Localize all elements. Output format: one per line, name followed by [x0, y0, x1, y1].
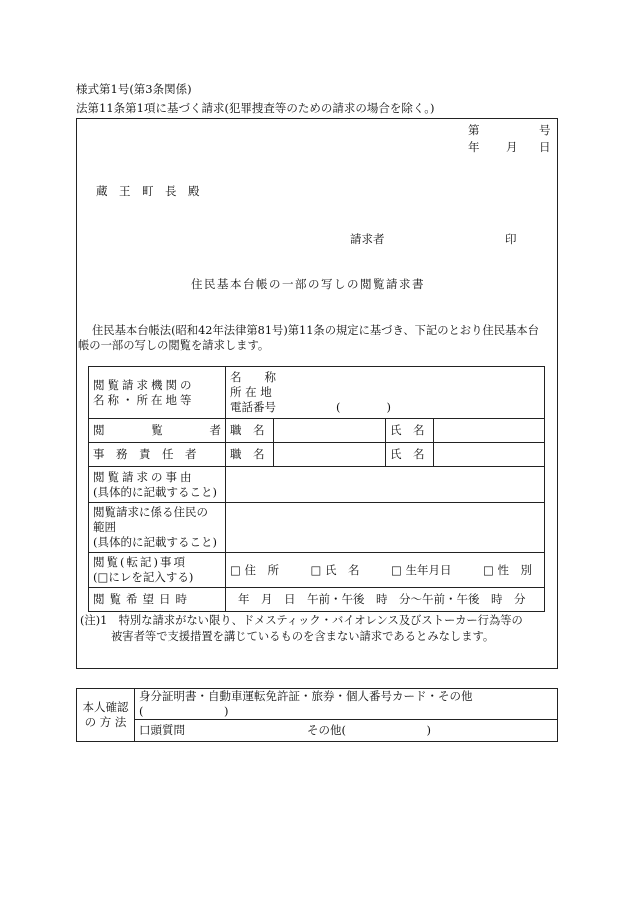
items-label: 閲覧(転記)事項 (□にレを記入する) — [89, 553, 226, 588]
checkbox-name[interactable]: □ 氏 名 — [310, 562, 360, 577]
intro-line-1: 住民基本台帳法(昭和42年法律第81号)第11条の規定に基づき、下記のとおり住民基本台 — [92, 324, 539, 337]
date-label: 閲覧希望日時 — [89, 588, 226, 612]
viewer-job-label: 職 名 — [226, 419, 274, 443]
viewer-job-field[interactable] — [274, 419, 386, 443]
manager-name-label: 氏 名 — [386, 443, 434, 467]
manager-job-field[interactable] — [274, 443, 386, 467]
seal-mark: 印 — [505, 232, 517, 246]
requester-label: 請求者 — [350, 232, 385, 246]
viewer-name-field[interactable] — [434, 419, 545, 443]
org-detail[interactable]: 名 称 所 在 地 電話番号 ( ) — [226, 367, 545, 419]
checkbox-birthdate[interactable]: □ 生年月日 — [391, 562, 452, 577]
checkbox-address[interactable]: □ 住 所 — [230, 562, 280, 577]
form-number: 様式第1号(第3条関係) — [76, 82, 192, 96]
row-scope — [89, 503, 545, 553]
date-field[interactable]: 年 月 日 午前・午後 時 分〜午前・午後 時 分 — [226, 588, 545, 612]
reason-label: 閲覧請求の事由 (具体的に記載すること) — [89, 467, 226, 503]
verification-label: 本人確認 の 方 法 — [77, 689, 135, 742]
row-viewer — [89, 419, 545, 443]
document-title: 住民基本台帳の一部の写しの閲覧請求書 — [191, 277, 425, 291]
row-items — [89, 553, 545, 588]
reason-field[interactable] — [226, 467, 545, 503]
date-day: 日 — [539, 140, 551, 154]
manager-label: 事 務 責 任 者 — [89, 443, 226, 467]
note-line-1: (注)1 特別な請求がない限り、ドメスティック・バイオレンス及びストーカー行為等の — [80, 614, 523, 627]
manager-job-label: 職 名 — [226, 443, 274, 467]
note-line-2: 被害者等で支援措置を講じているものを含まない請求であるとみなします。 — [111, 630, 495, 643]
org-label: 閲覧請求機関の 名称・所在地等 — [89, 367, 226, 419]
checkbox-sex[interactable]: □ 性 別 — [483, 562, 533, 577]
row-reason — [89, 467, 545, 503]
items-options — [226, 553, 545, 588]
row-manager — [89, 443, 545, 467]
verification-documents[interactable]: 身分証明書・自動車運転免許証・旅券・個人番号カード・その他( ) — [135, 689, 558, 720]
addressee: 蔵 王 町 長 殿 — [96, 184, 200, 198]
viewer-name-label: 氏 名 — [386, 419, 434, 443]
intro-line-2: 帳の一部の写しの閲覧を請求します。 — [78, 339, 270, 352]
verification-oral[interactable]: 口頭質問 その他( ) — [135, 720, 558, 742]
date-month: 月 — [506, 140, 518, 154]
date-year: 年 — [468, 140, 480, 154]
row-organization — [89, 367, 545, 419]
form-subtitle: 法第11条第1項に基づく請求(犯罪捜査等のための請求の場合を除く。) — [76, 101, 435, 115]
manager-name-field[interactable] — [434, 443, 545, 467]
request-table — [88, 366, 545, 612]
viewer-label: 閲 覧 者 — [89, 419, 226, 443]
number-dai: 第 — [468, 123, 480, 137]
row-date — [89, 588, 545, 612]
scope-label: 閲覧請求に係る住民の 範囲 (具体的に記載すること) — [89, 503, 226, 553]
scope-field[interactable] — [226, 503, 545, 553]
verification-table — [76, 688, 558, 742]
number-go: 号 — [539, 123, 551, 137]
